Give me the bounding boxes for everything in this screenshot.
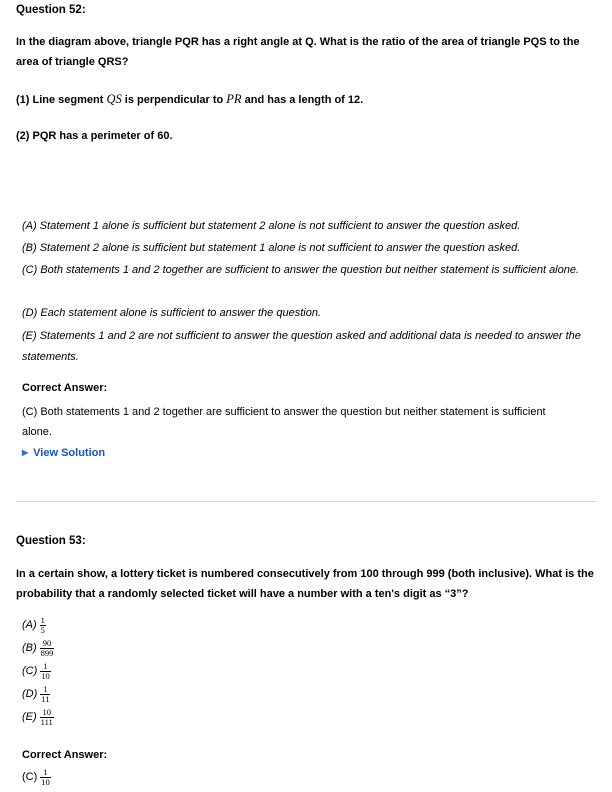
segment-qs: QS [106, 92, 122, 106]
question-52-text: In the diagram above, triangle PQR has a right angle at Q. What is the ratio of the area of triangle PQS to the area of triangle QRS? [16, 36, 580, 68]
statement-1-mid: is perpendicular to [121, 94, 227, 106]
question-52-title: Question 52: [16, 4, 86, 16]
option-c-label: (C) [22, 665, 38, 677]
numerator: 1 [43, 683, 48, 694]
question-53-title: Question 53: [16, 535, 86, 547]
option-e: (E) Statements 1 and 2 are not sufficient to answer the question asked and additional data is needed to answer the statements. [22, 330, 581, 363]
numerator: 1 [43, 660, 48, 671]
option-b: (B) Statement 2 alone is sufficient but statement 1 alone is not sufficient to answer the question asked. [22, 242, 521, 254]
correct-answer-option-label: (C) [22, 771, 38, 783]
statement-1 [16, 92, 363, 107]
view-solution-link[interactable] [22, 447, 105, 459]
option-e [22, 706, 54, 728]
numerator: 1 [43, 766, 48, 777]
option-c [22, 660, 51, 682]
option-a: (A) Statement 1 alone is sufficient but statement 2 alone is not sufficient to answer the question asked. [22, 220, 521, 232]
correct-answer-label: Correct Answer: [22, 749, 108, 761]
question-divider [16, 501, 596, 502]
option-a [22, 614, 46, 636]
question-53-text: In a certain show, a lottery ticket is numbered consecutively from 100 through 999 (both inclusive). What is the probability that a randomly selected ticket will have a number with a ten's digit as “3”? [16, 568, 594, 600]
option-a-fraction [40, 616, 46, 635]
statement-2: (2) PQR has a perimeter of 60. [16, 130, 173, 142]
option-d: (D) Each statement alone is sufficient to answer the question. [22, 307, 321, 319]
statement-1-suffix: and has a length of 12. [241, 94, 364, 106]
view-solution-label: View Solution [33, 447, 106, 459]
numerator: 90 [42, 637, 52, 648]
statement-1-prefix: (1) Line segment [16, 94, 107, 106]
denominator: 10 [41, 776, 50, 787]
denominator: 5 [40, 624, 45, 635]
numerator: 1 [40, 614, 45, 625]
denominator: 899 [40, 647, 54, 658]
correct-answer-text: (C) Both statements 1 and 2 together are sufficient to answer the question but neither statement is sufficient alone. [22, 406, 546, 438]
option-d-fraction [40, 685, 50, 704]
option-a-label: (A) [22, 619, 37, 631]
correct-answer-label: Correct Answer: [22, 382, 108, 394]
option-e-fraction [40, 708, 54, 727]
option-b-label: (B) [22, 642, 37, 654]
option-e-label: (E) [22, 711, 37, 723]
numerator: 10 [42, 706, 51, 717]
denominator: 10 [41, 670, 50, 681]
denominator: 11 [41, 693, 50, 704]
triangle-right-icon: ▶ [22, 448, 29, 457]
segment-pr: PR [226, 92, 242, 106]
option-b [22, 637, 54, 659]
denominator: 111 [40, 716, 53, 727]
option-c: (C) Both statements 1 and 2 together are sufficient to answer the question but neither statement is sufficient alone. [22, 264, 580, 276]
correct-answer-fraction [40, 768, 51, 787]
option-c-fraction [40, 662, 51, 681]
option-d-label: (D) [22, 688, 38, 700]
option-d [22, 683, 50, 705]
correct-answer-value [22, 766, 51, 788]
option-b-fraction [40, 639, 55, 658]
